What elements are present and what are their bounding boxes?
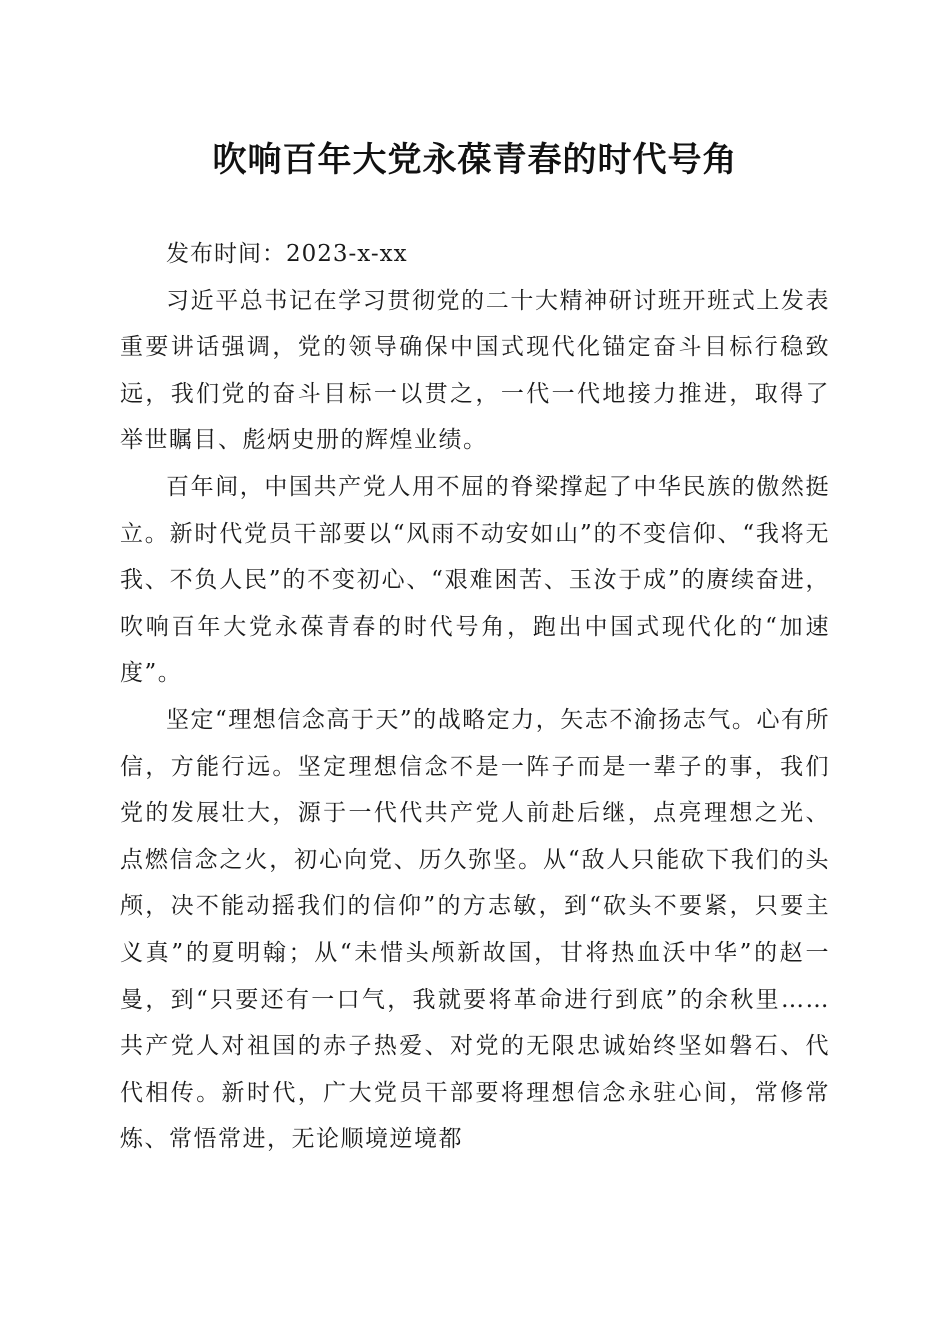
publish-time-line (120, 231, 830, 278)
paragraph-1: 习近平总书记在学习贯彻党的二十大精神研讨班开班式上发表重要讲话强调，党的领导确保中国式现代化锚定奋斗目标行稳致远，我们党的奋斗目标一以贯之，一代一代地接力推进，取得了举世瞩目、彪炳史册的辉煌业绩。 (120, 287, 830, 454)
publish-time-label: 发布时间： (166, 241, 286, 267)
publish-time-value: 2023-x-xx (286, 241, 408, 267)
paragraph-2: 百年间，中国共产党人用不屈的脊梁撑起了中华民族的傲然挺立。新时代党员干部要以“风雨不动安如山”的不变信仰、“我将无我、不负人民”的不变初心、“艰难困苦、玉汝于成”的赓续奋进，吹响百年大党永葆青春的时代号角，跑出中国式现代化的“加速度”。 (120, 473, 830, 687)
document-body (120, 231, 830, 1163)
paragraph-3: 坚定“理想信念高于天”的战略定力，矢志不渝扬志气。心有所信，方能行远。坚定理想信念不是一阵子而是一辈子的事，我们党的发展壮大，源于一代代共产党人前赴后继，点亮理想之光、点燃信念之火，初心向党、历久弥坚。从“敌人只能砍下我们的头颅，决不能动摇我们的信仰”的方志敏，到“砍头不要紧，只要主义真”的夏明翰；从“未惜头颅新故国，甘将热血沃中华”的赵一曼，到“只要还有一口气，我就要将革命进行到底”的余秋里……共产党人对祖国的赤子热爱、对党的无限忠诚始终坚如磐石、代代相传。新时代，广大党员干部要将理想信念永驻心间，常修常炼、常悟常进，无论顺境逆境都 (120, 706, 830, 1153)
document-title: 吹响百年大党永葆青春的时代号角 (212, 140, 738, 180)
